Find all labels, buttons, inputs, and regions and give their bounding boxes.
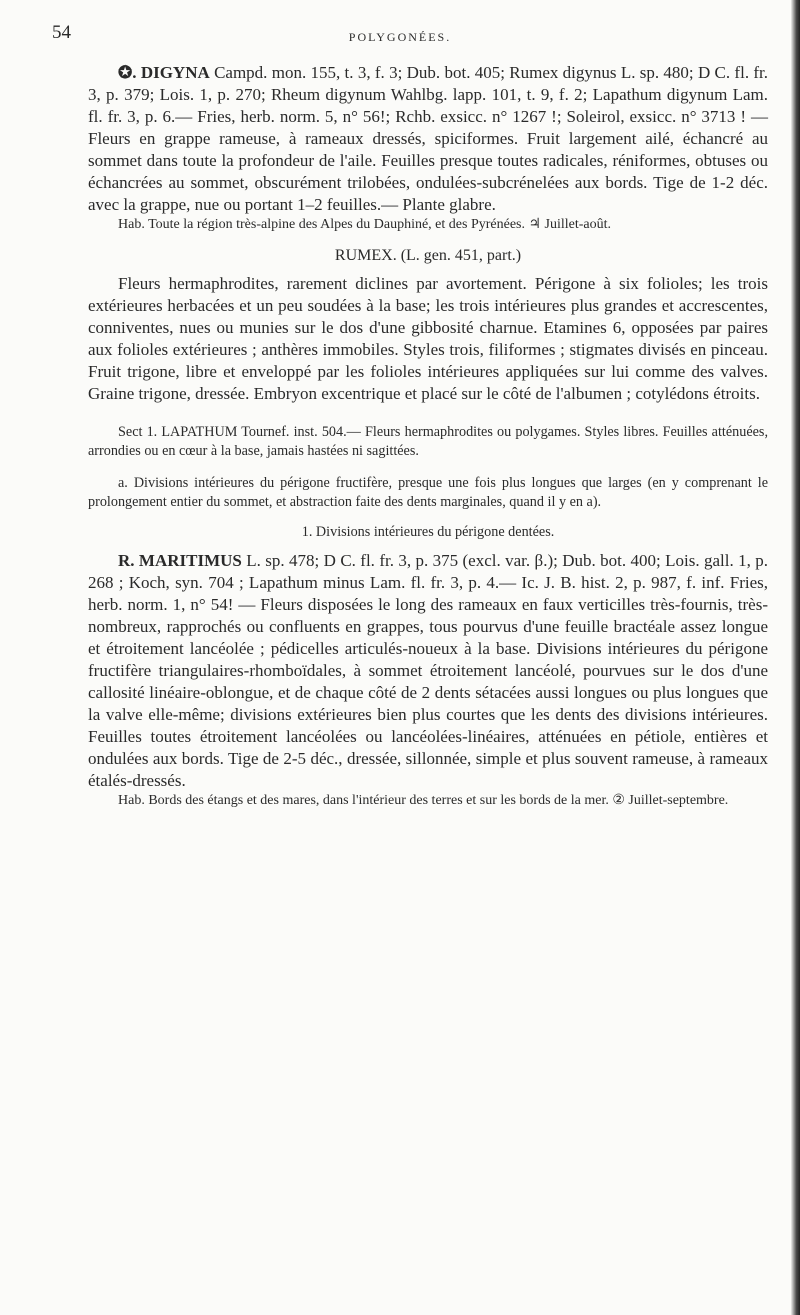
page-number: 54 (52, 22, 71, 43)
entry-maritimus (88, 550, 768, 792)
genus-heading: RUMEX. (L. gen. 451, part.) (334, 247, 522, 264)
entry-marker: R. (118, 550, 135, 570)
section-heading: Sect 1. LAPATHUM Tournef. inst. 504.— Fleurs hermaphrodites ou polygames. Styles libres. Feuilles atténuées, arrondies ou en cœur à la base, jamais hastées ni sagittées. (88, 424, 768, 459)
habitat-digyna: Hab. Toute la région très-alpine des Alpes du Dauphiné, et des Pyrénées. ♃ Juillet-août. (118, 217, 612, 232)
entry-marker: ✪. (118, 63, 137, 82)
habitat-maritimus: Hab. Bords des étangs et des mares, dans l'intérieur des terres et sur les bords de la mer. ② Juillet-septembre. (118, 792, 729, 808)
genus-description: Fleurs hermaphrodites, rarement diclines par avortement. Périgone à six folioles; les trois extérieures herbacées et un peu soudées à la base; les trois intérieures plus grandes et accrescentes, conniventes, nues ou munies sur le dos d'une gibbosité charnue. Etamines 6, opposées par paires aux folioles extérieures ; anthères immobiles. Styles trois, filiformes ; stigmates divisés en pinceau. Fruit trigone, libre et enveloppé par les folioles intérieures appliquées sur lui comme des valves. Graine trigone, dressée. Embryon excentrique et placé sur le côté de l'albumen ; cotylédons étroits. (88, 274, 768, 403)
running-head: POLYGONÉES. (348, 30, 452, 44)
entry-text: L. sp. 478; D C. fl. fr. 3, p. 375 (excl. var. β.); Dub. bot. 400; Lois. gall. 1, p. 268 ; Koch, syn. 704 ; Lapathum minus Lam. fl. fr. 3, p. 4.— Ic. J. B. hist. 2, p. 987, f. inf. Fries, herb. norm. 1, n° 54! — Fleurs disposées le long des rameaux en faux verticilles très-fournis, très-nombreux, rapprochés ou confluents en grappes, tous pourvus d'une feuille bractéale assez longue et étroitement lancéolée ; pédicelles articulés-noueux à la base. Divisions intérieures du périgone fructifère triangulaires-rhomboïdales, à sommet étroitement lancéolé, pourvues sur le dos d'une callosité linéaire-oblongue, et de chaque côté de 2 dents sétacées aussi longues ou plus longues que la valve elle-même; divisions extérieures bien plus courtes que les dents des divisions intérieures. Feuilles toutes étroitement lancéolées ou lancéolées-linéaires, atténuées en pétiole, entières et ondulées aux bords. Tige de 2-5 déc., dressée, sillonnée, simple et plus souvent rameuse, à rameaux étalés-dressés. (88, 550, 768, 790)
page-edge-shadow (791, 0, 800, 1315)
entry-digyna (88, 62, 768, 216)
species-name: DIGYNA (140, 63, 210, 82)
entry-text: Campd. mon. 155, t. 3, f. 3; Dub. bot. 405; Rumex digynus L. sp. 480; D C. fl. fr. 3, p. 379; Lois. 1, p. 270; Rheum digynum Wahlbg. lapp. 101, t. 9, f. 2; Lapathum digynum Lam. fl. fr. 3, p. 6.— Fries, herb. norm. 5, n° 56!; Rchb. exsicc. n° 1267 !; Soleirol, exsicc. n° 3713 ! — Fleurs en grappe rameuse, à rameaux dressés, spiciformes. Fruit largement ailé, échancré au sommet dans toute la profondeur de l'aile. Feuilles presque toutes radicales, réniformes, obtuses ou échancrées au sommet, obscurément trilobées, ondulées-subcrénelées aux bords. Tige de 1-2 déc. avec la grappe, nue ou portant 1–2 feuilles.— Plante glabre. (88, 63, 769, 214)
species-name: MARITIMUS (138, 550, 242, 570)
division-a: a. Divisions intérieures du périgone fructifère, presque une fois plus longues que larges (en y comprenant le prolongement entier du sommet, et abstraction faite des dents marginales, quand il y en a). (88, 475, 768, 510)
text-column (88, 62, 768, 809)
division-1: 1. Divisions intérieures du périgone dentées. (301, 524, 555, 541)
